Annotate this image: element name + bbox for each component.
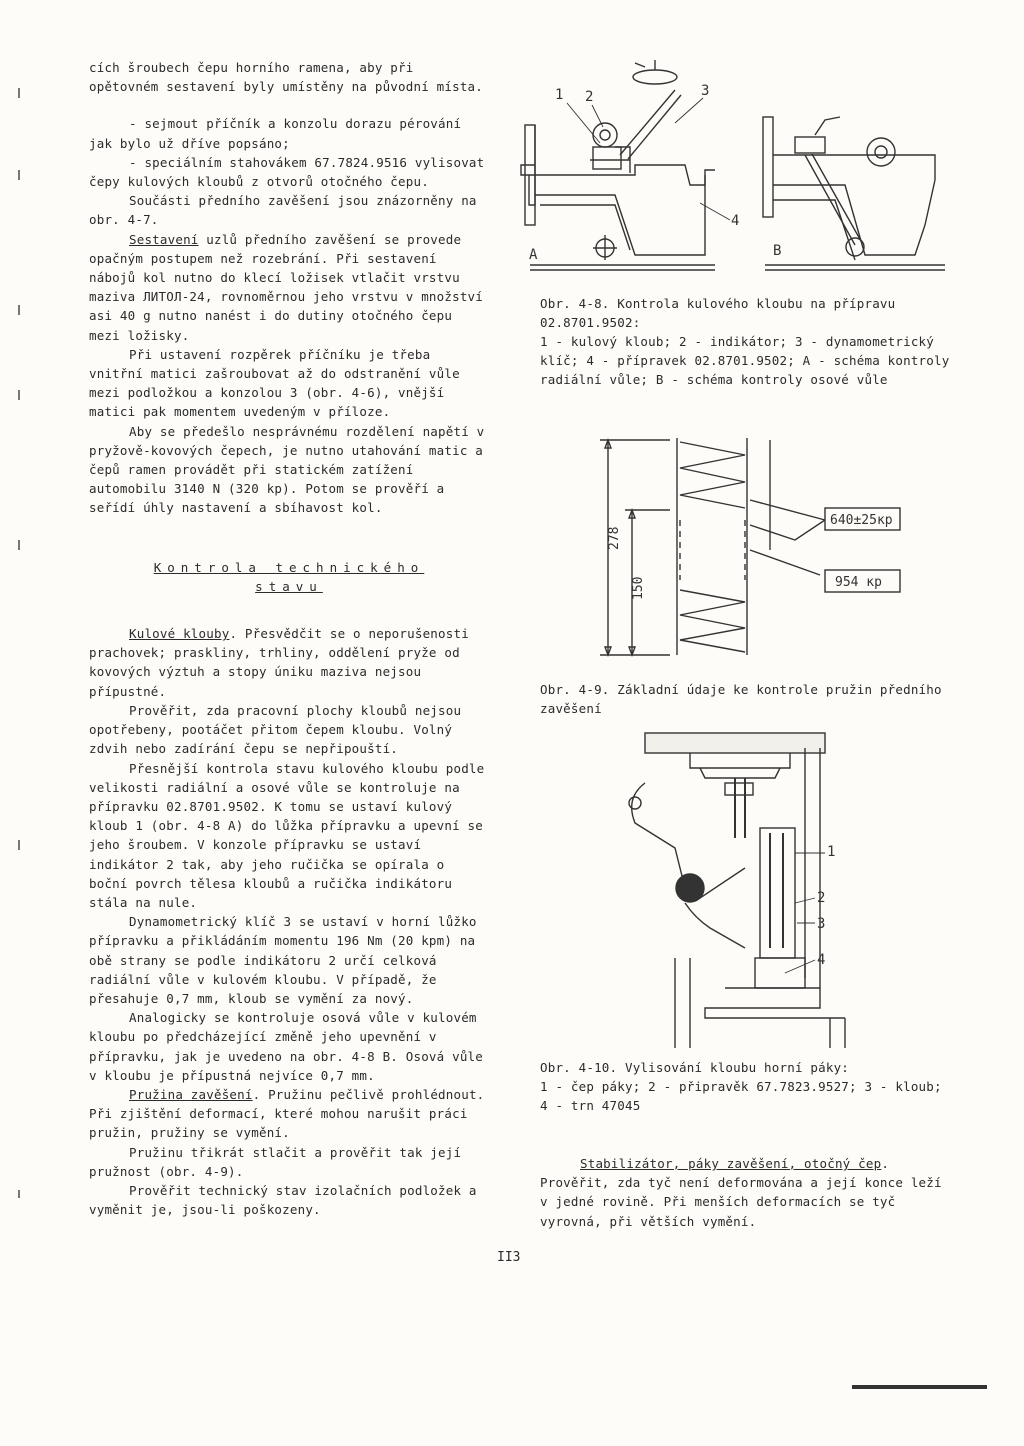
margin-mark	[18, 1190, 20, 1198]
label-3: 3	[701, 83, 710, 99]
margin-mark	[18, 170, 20, 180]
section-heading-line1: Kontrola technického	[153, 559, 425, 575]
paragraph-assembly	[89, 230, 489, 345]
margin-mark	[18, 840, 20, 850]
press-drawing	[605, 728, 865, 1048]
paragraph-stabilizer	[540, 1154, 950, 1231]
section-heading-line2: stavu	[255, 578, 323, 594]
paragraph: Pružinu třikrát stlačit a prověřit tak její pružnost (obr. 4-9).	[89, 1144, 462, 1179]
label-a: A	[529, 247, 538, 263]
assembly-label: Sestavení	[129, 231, 199, 247]
label-2: 2	[817, 890, 826, 906]
spring-label: Pružina zavěšení	[129, 1086, 253, 1102]
margin-mark	[18, 540, 20, 550]
caption-4-8	[540, 294, 950, 389]
paragraph: - speciálním stahovákem 67.7824.9516 vylisovat čepy kulových kloubů z otvorů otočného čepu.	[89, 154, 485, 190]
paragraph: Přesnější kontrola stavu kulového kloubu podle velikosti radiální a osové vůle se kontroluje na přípravku 02.8701.9502. K tomu se ustaví kulový kloub 1 (obr. 4-8 A) do lůžka přípravku a upevní se jeho šroubem. V konzole přípravku se ustaví indikátor 2 tak, aby jeho ručička se opírala o boční povrch tělesa kloubů a ručička indikátoru stála na nule.	[89, 760, 485, 910]
paragraph: - sejmout příčník a konzolu dorazu pérování jak bylo už dříve popsáno;	[89, 116, 462, 151]
label-2: 2	[585, 89, 594, 105]
label-1: 1	[555, 87, 564, 103]
caption-4-10	[540, 1058, 950, 1115]
label-4: 4	[817, 952, 826, 968]
label-4: 4	[731, 213, 740, 229]
load-640: 640±25кр	[830, 513, 893, 528]
paragraph-spring	[89, 1085, 489, 1143]
ball-joints-text: . Přesvědčit se o neporušenosti prachovek; praskliny, trhliny, oddělení pryže od kovových výztuh a stopy úniku maziva nejsou přípustné.	[89, 626, 469, 699]
figure-4-9	[580, 430, 910, 660]
ball-joints-label: Kulové klouby	[129, 626, 230, 642]
caption-title: Obr. 4-9. Základní údaje ke kontrole pružin předního zavěšení	[540, 682, 942, 716]
paragraph: Prověřit, zda pracovní plochy kloubů nejsou opotřebeny, pootáčet přitom čepem kloubu. Volný zdvih nebo zadírání čepu se nepřipouští.	[89, 702, 462, 757]
caption-title: Obr. 4-8. Kontrola kulového kloubu na přípravu 02.8701.9502:	[540, 296, 896, 330]
stabilizer-label: Stabilizátor, páky zavěšení, otočný čep	[580, 1156, 882, 1171]
bottom-rule	[852, 1385, 987, 1389]
spring-text: . Pružinu pečlivě prohlédnout. Při zjištění deformací, které mohou narušit práci pružin, pružiny se vymění.	[89, 1086, 485, 1141]
margin-mark	[18, 88, 20, 98]
paragraph: Analogicky se kontroluje osová vůle v kulovém kloubu po předcházející změně jeho upevnění v přípravku, jak je uvedeno na obr. 4-8 B. Osová vůle v kloubu je přípustná nejvíce 0,7 mm.	[89, 1010, 484, 1083]
dim-278: 278	[607, 526, 622, 550]
paragraph: Prověřit technický stav izolačních podložek a vyměnit je, jsou-li poškozeny.	[89, 1182, 477, 1218]
left-column	[89, 58, 489, 1219]
caption-4-9	[540, 680, 950, 718]
label-1: 1	[827, 844, 836, 860]
ball-joint-fixture-drawing	[515, 55, 955, 280]
paragraph: cích šroubech čepu horního ramena, aby při opětovném sestavení byly umístěny na původní místa.	[89, 60, 484, 95]
stabilizer-paragraph	[540, 1154, 950, 1231]
margin-mark	[18, 390, 20, 400]
margin-mark	[18, 305, 20, 315]
page-number: II3	[497, 1250, 521, 1265]
paragraph: Součásti předního zavěšení jsou znázorněny na obr. 4-7.	[89, 193, 477, 228]
paragraph: Aby se předešlo nesprávnému rozdělení napětí v pryžově-kovových čepech, je nutno utahování matic a čepů ramen provádět při statickém zatížení automobilu 3140 N (320 kp). Potom se prověří a seřídí úhly nastavení a sbíhavost kol.	[89, 423, 485, 516]
dim-150: 150	[631, 576, 646, 600]
paragraph: Při ustavení rozpěrek příčníku je třeba vnitřní matici zašroubovat až do odstranění vůle mezi podložkou a konzolou 3 (obr. 4-6), vnější matici pak momentem uvedeným v příloze.	[89, 346, 460, 420]
caption-title: Obr. 4-10. Vylisování kloubu horní páky:	[540, 1060, 850, 1075]
section-heading	[89, 558, 489, 596]
label-b: B	[773, 243, 782, 259]
figure-4-8	[515, 55, 955, 280]
load-954: 954 кр	[835, 575, 882, 590]
assembly-text: uzlů předního zavěšení se provede opačným postupem než rozebrání. Při sestavení nábojů kol nutno do klecí ložisek vtlačit vrstvu maziva ЛИТОЛ-24, rovnoměrnou jeho vrstvu v množství asi 40 g nutno nanést i do dutiny otočného čepu mezi ložisky.	[89, 231, 484, 343]
caption-legend: 1 - čep páky; 2 - připravěk 67.7823.9527; 3 - kloub; 4 - trn 47045	[540, 1079, 942, 1113]
spring-drawing	[580, 430, 910, 660]
label-3: 3	[817, 916, 826, 932]
caption-legend: 1 - kulový kloub; 2 - indikátor; 3 - dynamometrický klíč; 4 - přípravek 02.8701.9502; A - schéma kontroly radiální vůle; B - schéma kontroly osové vůle	[540, 334, 950, 387]
paragraph-ball-joints	[89, 624, 489, 701]
figure-4-10	[605, 728, 865, 1048]
paragraph: Dynamometrický klíč 3 se ustaví v horní lůžko přípravku a přikládáním momentu 196 Nm (20 kpm) na obě strany se podle indikátoru 2 určí celková radiální vůle v kulovém kloubu. V případě, že přesahuje 0,7 mm, kloub se vymění za nový.	[89, 914, 477, 1006]
stabilizer-text: . Prověřit, zda tyč není deformována a její konce leží v jedné rovině. Při menších deformacích se tyč vyrovná, při větších vymění.	[540, 1156, 942, 1229]
